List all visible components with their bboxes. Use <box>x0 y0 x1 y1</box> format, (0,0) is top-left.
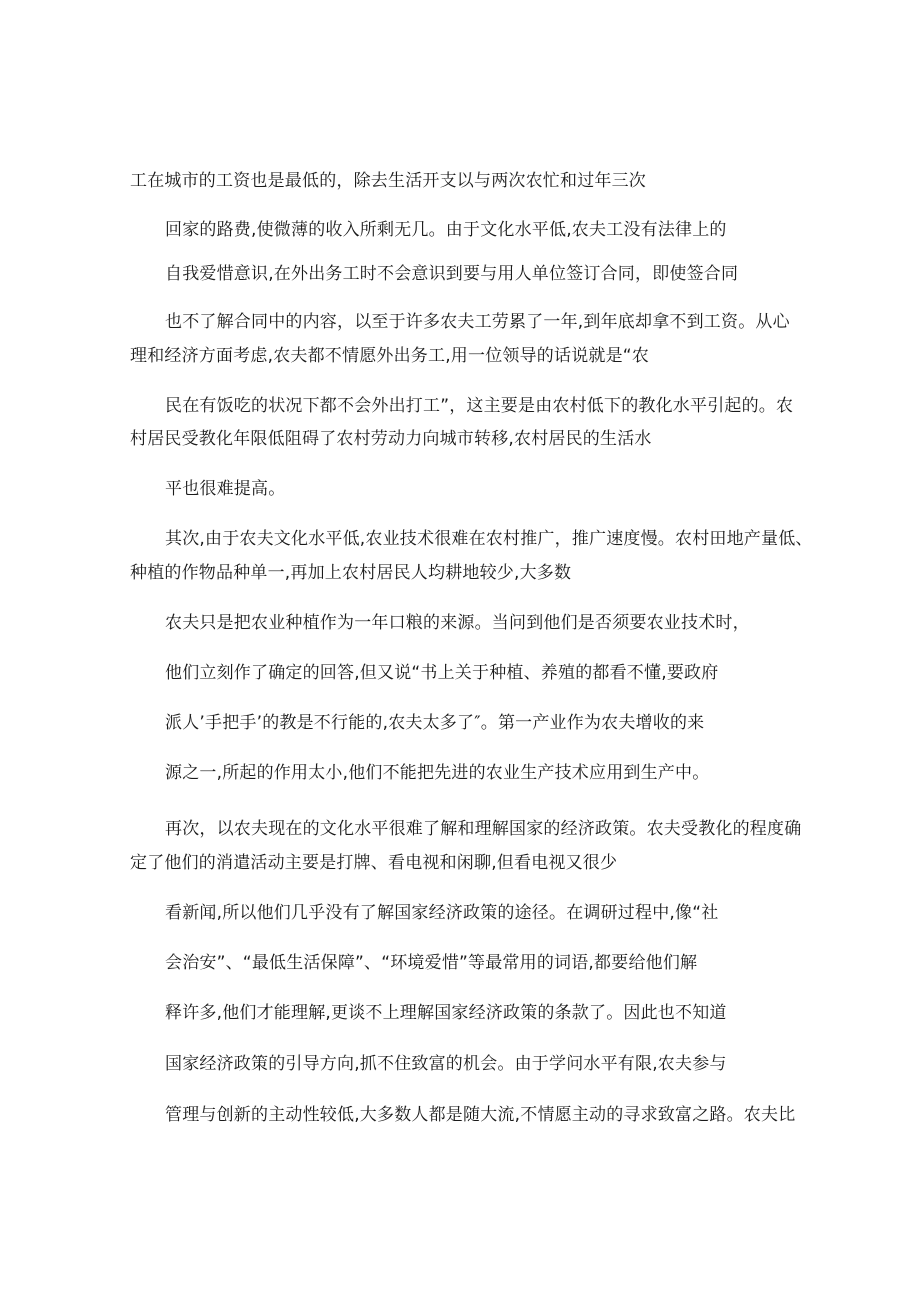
text-line: 会治安”、“最低生活保障”、“环境爱惜”等最常用的词语,都要给他们解 <box>165 953 698 973</box>
text-line: 也不了解合同中的内容，以至于许多农夫工劳累了一年,到年底却拿不到工资。从心 <box>165 312 790 332</box>
text-line: 定了他们的消遣活动主要是打牌、看电视和闲聊,但看电视又很少 <box>130 853 618 873</box>
text-line: 派人’手把手’的教是不行能的,农夫太多了″。第一产业作为农夫增收的来 <box>165 713 705 733</box>
text-line: 理和经济方面考虑,农夫都不情愿外出务工,用一位领导的话说就是“农 <box>130 346 650 366</box>
text-line: 自我爱惜意识,在外出务工时不会意识到要与用人单位签订合同，即使签合同 <box>165 264 739 284</box>
text-line: 农夫只是把农业种植作为一年口粮的来源。当问到他们是否须要农业技术时， <box>165 613 750 633</box>
text-line: 村居民受教化年限低阻碍了农村劳动力向城市转移,农村居民的生活水 <box>130 429 652 449</box>
text-line: 平也很难提高。 <box>165 479 286 499</box>
text-line: 回家的路费,使微薄的收入所剩无几。由于文化水平低,农夫工没有法律上的 <box>165 220 727 240</box>
text-line: 种植的作物品种单一,再加上农村居民人均耕地较少,大多数 <box>130 563 572 583</box>
text-line: 释许多,他们才能理解,更谈不上理解国家经济政策的条款了。因此也不知道 <box>165 1003 727 1023</box>
text-line: 源之一,所起的作用太小,他们不能把先进的农业生产技术应用到生产中。 <box>165 763 710 783</box>
text-line: 看新闻,所以他们几乎没有了解国家经济政策的途径。在调研过程中,像“社 <box>165 903 719 923</box>
text-line: 国家经济政策的引导方向,抓不住致富的机会。由于学问水平有限,农夫参与 <box>165 1054 727 1074</box>
text-line: 管理与创新的主动性较低,大多数人都是随大流,不情愿主动的寻求致富之路。农夫比 <box>165 1105 796 1125</box>
text-line: 他们立刻作了确定的回答,但又说“书上关于种植、养殖的都看不懂,要政府 <box>165 663 719 683</box>
text-line: 再次，以农夫现在的文化水平很难了解和理解国家的经济政策。农夫受教化的程度确 <box>165 819 802 839</box>
text-line: 其次,由于农夫文化水平低,农业技术很难在农村推广，推广速度慢。农村田地产量低、 <box>165 529 813 549</box>
text-line: 民在有饭吃的状况下都不会外出打工”，这主要是由农村低下的教化水平引起的。农 <box>165 396 794 416</box>
text-line: 工在城市的工资也是最低的，除去生活开支以与两次农忙和过年三次 <box>130 171 646 191</box>
